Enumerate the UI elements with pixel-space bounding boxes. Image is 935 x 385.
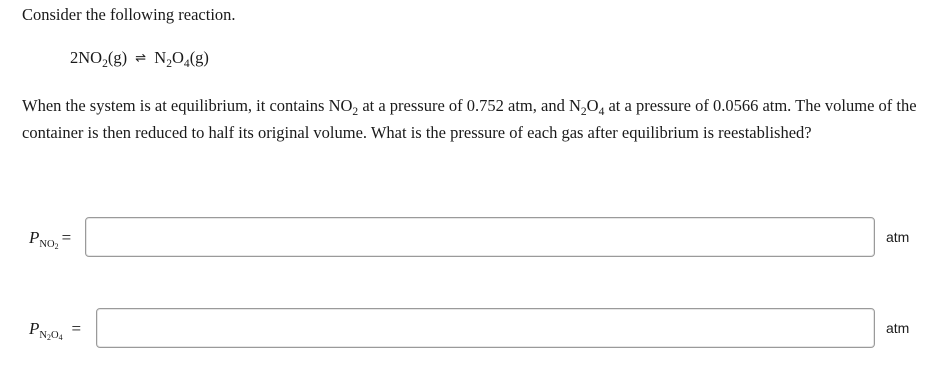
product-subscript-o: 4: [183, 58, 190, 71]
unit-label-atm: atm: [886, 320, 910, 336]
body-text-part3: O: [586, 96, 599, 115]
body-subscript-n2: 2: [580, 106, 587, 119]
pressure-symbol: P: [29, 228, 40, 247]
question-body: [22, 93, 917, 146]
species-name-a: NO: [39, 238, 55, 250]
equals-sign: =: [61, 228, 72, 247]
reactant-state: (g): [107, 48, 128, 67]
species-name-a: N: [39, 329, 47, 341]
answer-row-no2: [0, 217, 935, 259]
species-sub-a: 2: [54, 242, 59, 252]
product-subscript-n: 2: [166, 58, 172, 71]
body-subscript-no2: 2: [352, 106, 359, 119]
species-sub-b: 4: [58, 333, 63, 343]
species-subscript: [39, 330, 62, 341]
product-formula-o: O: [171, 48, 184, 67]
reactant-formula: NO: [78, 48, 103, 67]
reactant-coefficient: 2: [70, 48, 79, 67]
reactant-subscript: 2: [102, 58, 108, 71]
product-formula-n: N: [154, 48, 167, 67]
species-name-b: O: [50, 329, 59, 341]
body-text-part1: When the system is at equilibrium, it contains NO: [22, 96, 353, 115]
unit-label-atm: atm: [886, 229, 910, 245]
species-subscript: [39, 239, 58, 250]
equilibrium-arrow-icon: ⇌: [135, 51, 147, 66]
body-text-part2: at a pressure of 0.752 atm, and N: [358, 96, 581, 115]
product-state: (g): [189, 48, 209, 67]
pressure-symbol: P: [29, 319, 40, 338]
body-subscript-o4: 4: [598, 106, 605, 119]
answer-row-n2o4: [0, 308, 935, 350]
equals-sign: =: [71, 319, 82, 338]
pressure-no2-input[interactable]: [85, 217, 875, 257]
species-sub-a: 2: [47, 333, 51, 343]
body-text-part4: at a pressure of 0.0566 atm. The volume of the container is then reduced to half its original volume. What is the pressure of each gas after equilibrium is reestablished?: [22, 96, 917, 142]
reaction-equation: [70, 47, 209, 70]
pressure-n2o4-input[interactable]: [96, 308, 875, 348]
question-intro: Consider the following reaction.: [22, 5, 236, 24]
answer-label-no2: [29, 228, 72, 252]
answer-label-n2o4: [29, 319, 82, 343]
